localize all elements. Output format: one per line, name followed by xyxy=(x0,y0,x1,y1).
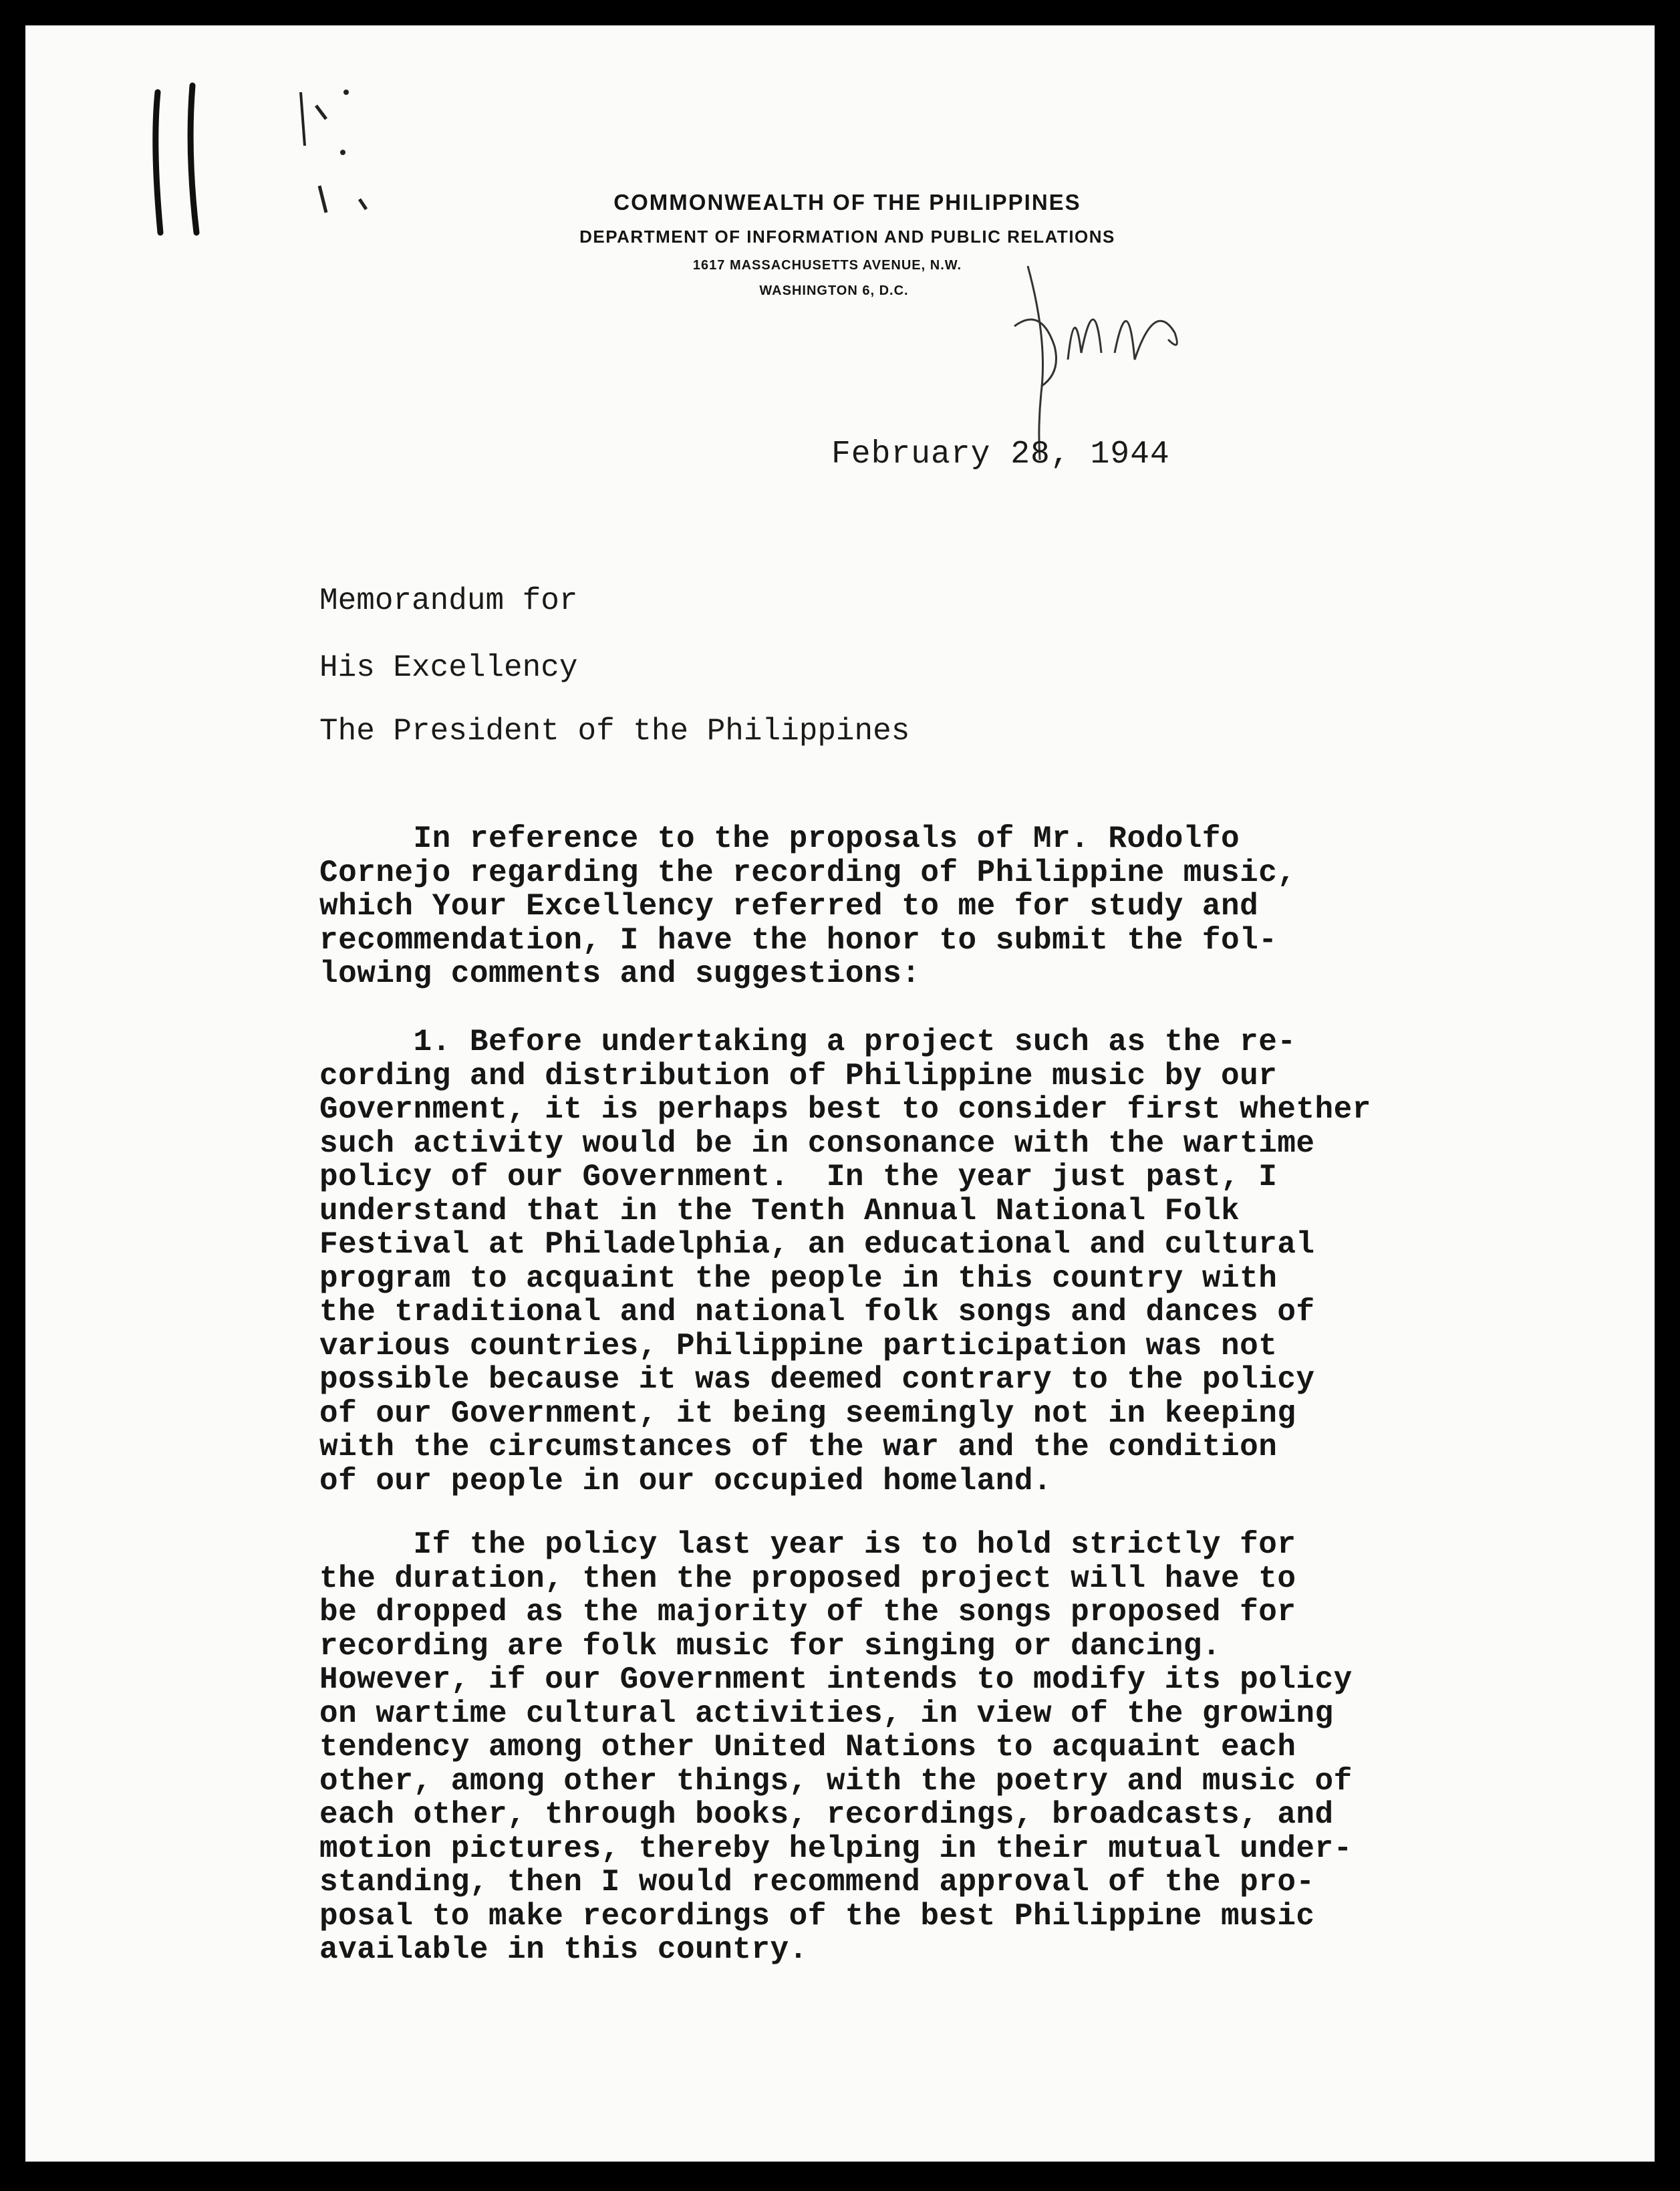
text-line: which Your Excellency referred to me for study and xyxy=(319,889,1259,924)
text-line: lowing comments and suggestions: xyxy=(319,956,921,991)
text-line: policy of our Government. In the year just past, I xyxy=(319,1160,1278,1194)
text-line: such activity would be in consonance with the wartime xyxy=(319,1126,1315,1161)
text-line: 1. Before undertaking a project such as the re- xyxy=(319,1025,1296,1059)
text-line: other, among other things, with the poetry and music of xyxy=(319,1763,1353,1799)
text-line: cording and distribution of Philippine music by our xyxy=(319,1058,1278,1093)
text-line: understand that in the Tenth Annual National Folk xyxy=(319,1193,1240,1229)
text-line: on wartime cultural activities, in view of the growing xyxy=(319,1696,1334,1731)
addressee-president: The President of the Philippines xyxy=(319,714,910,749)
letterhead-city: WASHINGTON 6, D.C. xyxy=(759,283,909,298)
corner-ink-marks xyxy=(126,66,380,239)
text-line: motion pictures, thereby helping in their mutual under- xyxy=(319,1831,1353,1866)
text-line: Cornejo regarding the recording of Philippine music, xyxy=(319,855,1296,890)
text-line: tendency among other United Nations to acquaint each xyxy=(319,1730,1296,1765)
text-line: available in this country. xyxy=(319,1932,808,1967)
addressee-memorandum: Memorandum for xyxy=(319,584,578,618)
text-line: each other, through books, recordings, broadcasts, and xyxy=(319,1797,1334,1832)
text-line: possible because it was deemed contrary to the policy xyxy=(319,1362,1315,1397)
text-line: However, if our Government intends to modify its policy xyxy=(319,1662,1353,1697)
text-line: In reference to the proposals of Mr. Rodolfo xyxy=(319,821,1240,856)
paragraph-policy xyxy=(319,1528,1496,1967)
text-line: Government, it is perhaps best to consider first whether xyxy=(319,1092,1371,1127)
text-line: posal to make recordings of the best Philippine music xyxy=(319,1898,1315,1934)
text-line: various countries, Philippine participation was not xyxy=(319,1328,1278,1364)
text-line: with the circumstances of the war and the condition xyxy=(319,1430,1278,1464)
addressee-excellency: His Excellency xyxy=(319,650,578,685)
letterhead-department: DEPARTMENT OF INFORMATION AND PUBLIC RELATIONS xyxy=(579,227,1115,247)
paragraph-intro xyxy=(319,822,1496,991)
text-line: standing, then I would recommend approval of the pro- xyxy=(319,1865,1315,1900)
text-line: program to acquaint the people in this country with xyxy=(319,1261,1278,1296)
text-line: If the policy last year is to hold strictly for xyxy=(319,1527,1296,1562)
letterhead-commonwealth: COMMONWEALTH OF THE PHILIPPINES xyxy=(613,190,1081,215)
text-line: the duration, then the proposed project will have to xyxy=(319,1561,1296,1596)
text-line: Festival at Philadelphia, an educational and cultural xyxy=(319,1227,1315,1262)
letterhead-street-address: 1617 MASSACHUSETTS AVENUE, N.W. xyxy=(692,258,962,273)
memo-date: February 28, 1944 xyxy=(831,436,1170,473)
paragraph-point-1 xyxy=(319,1025,1496,1498)
document-page xyxy=(25,25,1655,2162)
text-line: be dropped as the majority of the songs proposed for xyxy=(319,1595,1296,1630)
text-line: of our people in our occupied homeland. xyxy=(319,1463,1053,1499)
text-line: the traditional and national folk songs and dances of xyxy=(319,1295,1315,1329)
text-line: recommendation, I have the honor to submit the fol- xyxy=(319,922,1278,958)
text-line: of our Government, it being seemingly not in keeping xyxy=(319,1396,1296,1431)
text-line: recording are folk music for singing or dancing. xyxy=(319,1628,1222,1664)
